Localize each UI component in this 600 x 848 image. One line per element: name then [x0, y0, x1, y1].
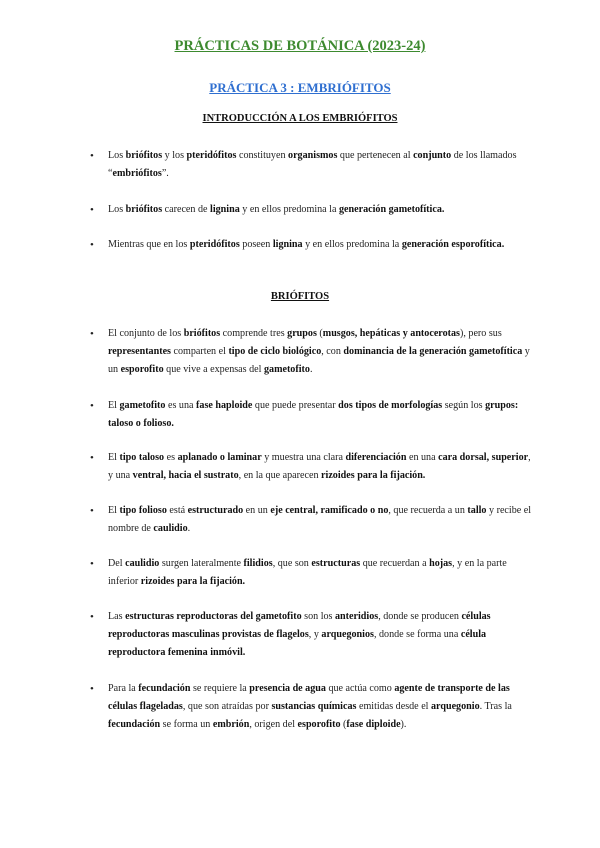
text-run: que recuerdan a: [360, 558, 430, 569]
text-run: y recibe el nombre de: [108, 505, 532, 534]
bold-text-run: musgos, hepáticas y antocerotas: [322, 328, 460, 339]
bold-text-run: tipo folioso: [119, 505, 167, 516]
text-run: en un: [243, 505, 271, 516]
bold-text-run: caulidio: [125, 558, 160, 569]
bold-text-run: tallo: [467, 505, 487, 516]
bold-text-run: tipo taloso: [119, 452, 165, 463]
section-heading-introduccion: INTRODUCCIÓN A LOS EMBRIÓFITOS: [202, 113, 398, 124]
text-run: y muestra una clara: [261, 452, 346, 463]
text-run: Del: [108, 558, 126, 569]
text-run: El: [108, 505, 120, 516]
text-run: de los llamados “: [108, 150, 517, 179]
text-run: , en la que aparecen: [238, 470, 322, 481]
text-run: , y: [308, 629, 322, 640]
bold-text-run: anteridios: [335, 611, 379, 622]
bold-text-run: eje central, ramificado o no: [270, 505, 389, 516]
intro-bullet-1: [108, 147, 532, 183]
bold-text-run: tipo de ciclo biológico: [228, 346, 322, 357]
bold-text-run: grupos: taloso o folioso.: [108, 400, 519, 429]
text-run: según los: [442, 400, 486, 411]
text-run: (: [340, 719, 347, 730]
bold-text-run: sustancias químicas: [271, 701, 357, 712]
text-run: son los: [301, 611, 335, 622]
bold-text-run: rizoides para la fijación.: [140, 576, 246, 587]
text-run: , que son atraídas por: [182, 701, 272, 712]
text-run: ).: [400, 719, 407, 730]
text-run: constituyen: [236, 150, 289, 161]
text-run: es: [164, 452, 178, 463]
bold-text-run: esporofito: [120, 364, 164, 375]
bold-text-run: conjunto: [413, 150, 452, 161]
bold-text-run: gametofito: [263, 364, 310, 375]
text-run: , que recuerda a un: [388, 505, 468, 516]
bold-text-run: briófitos: [125, 204, 163, 215]
text-run: , donde se producen: [378, 611, 462, 622]
text-run: emitidas desde el: [356, 701, 431, 712]
briofitos-bullet-7: [108, 680, 532, 734]
bold-text-run: pteridófitos: [189, 239, 240, 250]
bold-text-run: lignina: [272, 239, 303, 250]
bold-text-run: briófitos: [125, 150, 163, 161]
text-run: en una: [406, 452, 439, 463]
text-run: , donde se forma una: [373, 629, 461, 640]
bold-text-run: estructuras reproductoras del gametofito: [125, 611, 302, 622]
bold-text-run: generación gametofítica.: [339, 204, 445, 215]
briofitos-bullet-5: [108, 555, 532, 591]
text-run: es una: [165, 400, 197, 411]
text-run: y en ellos predomina la: [302, 239, 402, 250]
text-run: , y en la parte inferior: [108, 558, 507, 587]
text-run: se requiere la: [190, 683, 250, 694]
bold-text-run: briófitos: [183, 328, 221, 339]
bold-text-run: diferenciación: [345, 452, 407, 463]
text-run: surgen lateralmente: [159, 558, 244, 569]
text-run: comprende tres: [220, 328, 288, 339]
text-run: , que son: [272, 558, 312, 569]
practice-subtitle: PRÁCTICA 3 : EMBRIÓFITOS: [209, 80, 391, 95]
text-run: (: [316, 328, 323, 339]
text-run: que actúa como: [325, 683, 395, 694]
bold-text-run: estructurado: [187, 505, 244, 516]
briofitos-bullet-2: [108, 397, 532, 433]
text-run: que vive a expensas del: [163, 364, 264, 375]
text-run: Para la: [108, 683, 139, 694]
bold-text-run: agente de transporte de las células flageladas: [108, 683, 510, 712]
bold-text-run: representantes: [108, 346, 171, 357]
bold-text-run: aplanado o laminar: [177, 452, 262, 463]
text-run: Las: [108, 611, 126, 622]
text-run: carecen de: [162, 204, 211, 215]
bold-text-run: arquegonio: [431, 701, 480, 712]
text-run: , con: [321, 346, 344, 357]
briofitos-bullet-1: [108, 325, 532, 379]
bold-text-run: embriófitos: [112, 168, 162, 179]
bold-text-run: filidios: [243, 558, 273, 569]
text-run: poseen: [239, 239, 273, 250]
text-run: Mientras que en los: [108, 239, 190, 250]
bold-text-run: célula reproductora femenina inmóvil.: [108, 629, 487, 658]
bold-text-run: gametofito: [119, 400, 166, 411]
briofitos-bullet-3: [108, 449, 532, 485]
bold-text-run: pteridófitos: [186, 150, 237, 161]
page-title: PRÁCTICAS DE BOTÁNICA (2023-24): [174, 38, 426, 54]
section-heading-briofitos: BRIÓFITOS: [270, 291, 330, 302]
bold-text-run: esporofito: [297, 719, 341, 730]
text-run: comparten el: [170, 346, 229, 357]
bold-text-run: caulidio: [153, 523, 188, 534]
bold-text-run: cara dorsal, superior: [438, 452, 529, 463]
intro-bullet-3: [108, 236, 532, 254]
bold-text-run: presencia de agua: [249, 683, 326, 694]
bold-text-run: embrión: [212, 719, 250, 730]
bold-text-run: fase haploide: [196, 400, 253, 411]
bold-text-run: dos tipos de morfologías: [338, 400, 443, 411]
bold-text-run: hojas: [429, 558, 453, 569]
text-run: ), pero sus: [459, 328, 502, 339]
text-run: que puede presentar: [252, 400, 339, 411]
text-run: El: [108, 400, 120, 411]
bold-text-run: ventral, hacia el sustrato: [132, 470, 239, 481]
text-run: está: [166, 505, 188, 516]
text-run: y los: [162, 150, 187, 161]
text-run: ”.: [161, 168, 169, 179]
text-run: que pertenecen al: [337, 150, 414, 161]
text-run: se forma un: [160, 719, 213, 730]
text-run: , y una: [108, 452, 531, 481]
intro-bullet-2: [108, 201, 532, 219]
bold-text-run: arquegonios: [321, 629, 374, 640]
bold-text-run: fase diploide: [346, 719, 401, 730]
bold-text-run: células reproductoras masculinas provistas de flagelos: [108, 611, 491, 640]
bold-text-run: lignina: [210, 204, 240, 215]
bold-text-run: fecundación: [138, 683, 191, 694]
text-run: El conjunto de los: [108, 328, 184, 339]
bold-text-run: generación esporofítica.: [401, 239, 505, 250]
text-run: y un: [108, 346, 530, 375]
bold-text-run: grupos: [287, 328, 317, 339]
text-run: .: [309, 364, 313, 375]
text-run: El: [108, 452, 120, 463]
briofitos-bullet-4: [108, 502, 532, 538]
bold-text-run: organismos: [288, 150, 338, 161]
bold-text-run: rizoides para la fijación.: [321, 470, 426, 481]
text-run: Los: [108, 204, 126, 215]
text-run: , origen del: [249, 719, 298, 730]
bold-text-run: estructuras: [311, 558, 361, 569]
text-run: .: [187, 523, 191, 534]
text-run: Los: [108, 150, 126, 161]
text-run: y en ellos predomina la: [239, 204, 339, 215]
bold-text-run: dominancia de la generación gametofítica: [343, 346, 523, 357]
text-run: . Tras la: [479, 701, 512, 712]
bold-text-run: fecundación: [108, 719, 161, 730]
briofitos-bullet-6: [108, 608, 532, 662]
